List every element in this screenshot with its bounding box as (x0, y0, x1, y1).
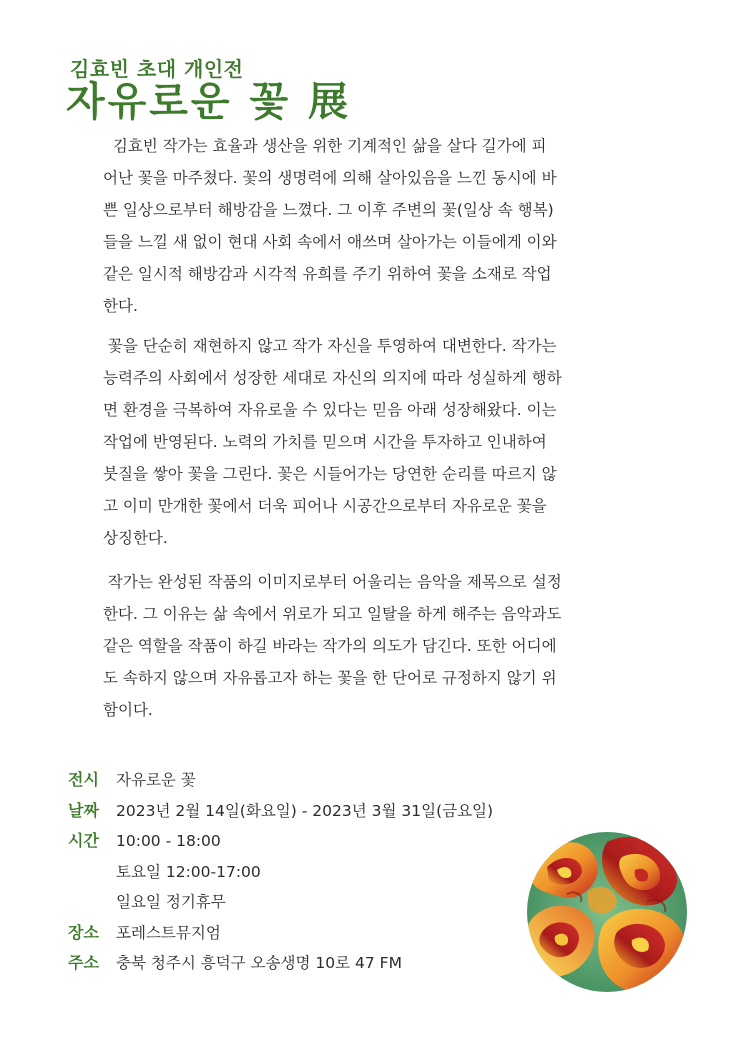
info-value: 토요일 12:00-17:00 (116, 862, 261, 881)
paragraph-line: 어난 꽃을 마주쳤다. 꽃의 생명력에 의해 살아있음을 느낀 동시에 바 (103, 169, 557, 187)
paragraph-line: 붓질을 쌓아 꽃을 그린다. 꽃은 시들어가는 당연한 순리를 따르지 않 (103, 465, 557, 483)
info-value: 포레스트뮤지엄 (116, 923, 221, 942)
info-value: 일요일 정기휴무 (116, 893, 226, 911)
paragraph-line: 면 환경을 극복하여 자유로울 수 있다는 믿음 아래 성장해왔다. 이는 (103, 401, 557, 419)
flower-painting-svg (527, 832, 687, 992)
info-row-address (68, 948, 493, 979)
paragraph-line: 함이다. (103, 701, 153, 719)
paragraph-line: 능력주의 사회에서 성장한 세대로 자신의 의지에 따라 성실하게 행하 (103, 369, 562, 387)
info-row-time (68, 826, 493, 857)
paragraph-line: 한다. (103, 297, 138, 315)
paragraph-line: 쁜 일상으로부터 해방감을 느꼈다. 그 이후 주변의 꽃(일상 속 행복) (103, 201, 554, 219)
paragraph-line: 작가는 완성된 작품의 이미지로부터 어울리는 음악을 제목으로 설정 (103, 573, 562, 591)
exhibition-info (68, 765, 493, 979)
info-value: 자유로운 꽃 (116, 771, 196, 789)
paragraph-line: 같은 일시적 해방감과 시각적 유희를 주기 위하여 꽃을 소재로 작업 (103, 265, 552, 283)
info-value: 10:00 - 18:00 (116, 832, 221, 850)
info-label: 전시 (68, 770, 99, 789)
paragraph-line: 들을 느낄 새 없이 현대 사회 속에서 애쓰며 살아가는 이들에게 이와 (103, 233, 557, 251)
info-row-place (68, 918, 493, 949)
info-label: 날짜 (68, 800, 99, 820)
paragraph-line: 한다. 그 이유는 삶 속에서 위로가 되고 일탈을 하게 해주는 음악과도 (103, 605, 562, 623)
paragraph-2 (103, 330, 643, 554)
paragraph-1 (103, 130, 643, 322)
info-value: 2023년 2월 14일(화요일) - 2023년 3월 31일(금요일) (116, 801, 494, 820)
info-row-exhibition (68, 765, 493, 796)
paragraph-line: 상징한다. (103, 529, 168, 547)
paragraph-line: 김효빈 작가는 효율과 생산을 위한 기계적인 삶을 살다 길가에 피 (103, 137, 547, 155)
paragraph-line: 작업에 반영된다. 노력의 가치를 믿으며 시간을 투자하고 인내하여 (103, 433, 547, 451)
paragraph-line: 고 이미 만개한 꽃에서 더욱 피어나 시공간으로부터 자유로운 꽃을 (103, 497, 547, 515)
exhibition-title: 자유로운 꽃 展 (66, 79, 352, 125)
info-label: 시간 (68, 831, 99, 850)
info-row-time-saturday (68, 857, 493, 888)
info-label: 주소 (68, 953, 99, 972)
flower-painting-image (527, 832, 687, 992)
info-value: 충북 청주시 흥덕구 오송생명 10로 47 FM (116, 954, 402, 972)
exhibition-subtitle: 김효빈 초대 개인전 (70, 57, 244, 81)
paragraph-line: 같은 역할을 작품이 하길 바라는 작가의 의도가 담긴다. 또한 어디에 (103, 637, 557, 655)
paragraph-line: 꽃을 단순히 재현하지 않고 작가 자신을 투영하여 대변한다. 작가는 (103, 337, 557, 355)
info-label: 장소 (68, 922, 99, 942)
info-row-date (68, 796, 493, 827)
paragraph-3 (103, 566, 643, 726)
info-row-time-sunday (68, 887, 493, 918)
paragraph-line: 도 속하지 않으며 자유롭고자 하는 꽃을 한 단어로 규정하지 않기 위 (103, 669, 557, 687)
